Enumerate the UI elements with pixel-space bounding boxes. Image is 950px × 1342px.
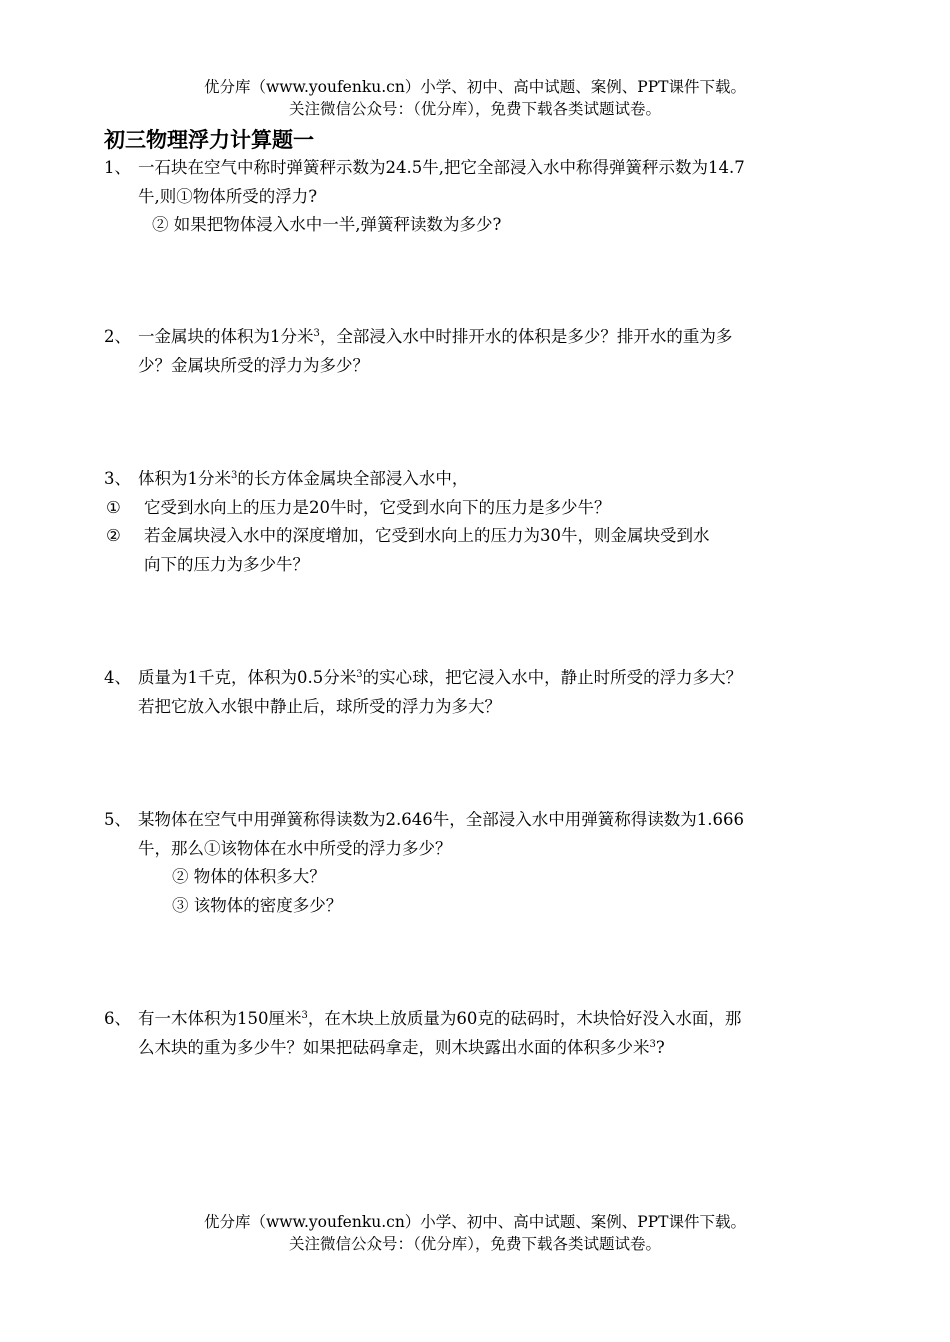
- footer-line-1: 优分库（www.youfenku.cn）小学、初中、高中试题、案例、PPT课件下载。: [203, 1213, 747, 1231]
- question-4: [104, 664, 850, 721]
- question-number: 3、: [104, 469, 131, 488]
- sub-question-mark: ①: [106, 497, 121, 517]
- question-text: ?: [655, 1037, 665, 1057]
- question-text: 的长方体金属块全部浸入水中，: [237, 469, 469, 488]
- superscript: 3: [301, 1010, 308, 1021]
- sub-question: ② 物体的体积多大？: [172, 867, 326, 886]
- question-text: 牛，那么①该物体在水中所受的浮力多少？: [138, 838, 452, 858]
- question-text: 某物体在空气中用弹簧称得读数为2.646牛，全部浸入水中用弹簧称得读数为1.666: [138, 810, 744, 829]
- question-text: 一石块在空气中称时弹簧秤示数为24.5牛,把它全部浸入水中称得弹簧秤示数为14.7: [138, 158, 745, 177]
- footer-line-2: 关注微信公众号：（优分库），免费下载各类试题试卷。: [288, 1235, 661, 1253]
- sub-question: ② 如果把物体浸入水中一半,弹簧秤读数为多少?: [152, 215, 502, 234]
- question-2: [104, 323, 850, 380]
- question-number: 4、: [104, 668, 131, 687]
- question-1: [104, 154, 850, 240]
- document-title: 初三物理浮力计算题一: [104, 128, 314, 152]
- question-text: ，全部浸入水中时排开水的体积是多少？排开水的重为多: [319, 327, 733, 346]
- question-6: [104, 1005, 850, 1062]
- page-footer: [0, 1211, 950, 1255]
- superscript: 3: [649, 1038, 656, 1050]
- question-number: 2、: [104, 327, 131, 346]
- page-header: [0, 76, 950, 120]
- question-text: 一金属块的体积为1分米: [138, 327, 314, 346]
- question-5: [104, 806, 850, 920]
- superscript: 3: [231, 470, 238, 481]
- question-text: 若把它放入水银中静止后，球所受的浮力为多大？: [138, 696, 501, 716]
- question-3: [104, 465, 850, 579]
- question-text: 有一木体积为150厘米: [138, 1009, 302, 1028]
- question-number: 1、: [104, 158, 131, 177]
- question-number: 5、: [104, 810, 131, 829]
- question-text: 牛,则①物体所受的浮力?: [138, 186, 318, 206]
- sub-question-mark: ②: [106, 526, 121, 545]
- question-text: 少？金属块所受的浮力为多少？: [138, 355, 369, 375]
- question-text: 么木块的重为多少牛？如果把砝码拿走，则木块露出水面的体积多少米: [138, 1037, 650, 1057]
- header-line-1: 优分库（www.youfenku.cn）小学、初中、高中试题、案例、PPT课件下载。: [203, 78, 747, 96]
- sub-question: ③ 该物体的密度多少？: [172, 895, 343, 915]
- sub-question: 它受到水向上的压力是20牛时，它受到水向下的压力是多少牛？: [144, 497, 611, 517]
- superscript: 3: [356, 669, 363, 680]
- superscript: 3: [313, 328, 320, 339]
- header-line-2: 关注微信公众号：（优分库），免费下载各类试题试卷。: [288, 100, 661, 118]
- question-text: 的实心球，把它浸入水中，静止时所受的浮力多大？: [362, 668, 743, 687]
- sub-question: 向下的压力为多少牛？: [144, 554, 309, 574]
- question-text: 体积为1分米: [138, 469, 231, 488]
- question-text: 质量为1千克，体积为0.5分米: [138, 668, 357, 687]
- question-number: 6、: [104, 1009, 131, 1028]
- question-text: ，在木块上放质量为60克的砝码时，木块恰好没入水面，那: [307, 1009, 742, 1028]
- sub-question: 若金属块浸入水中的深度增加，它受到水向上的压力为30牛，则金属块受到水: [144, 526, 710, 545]
